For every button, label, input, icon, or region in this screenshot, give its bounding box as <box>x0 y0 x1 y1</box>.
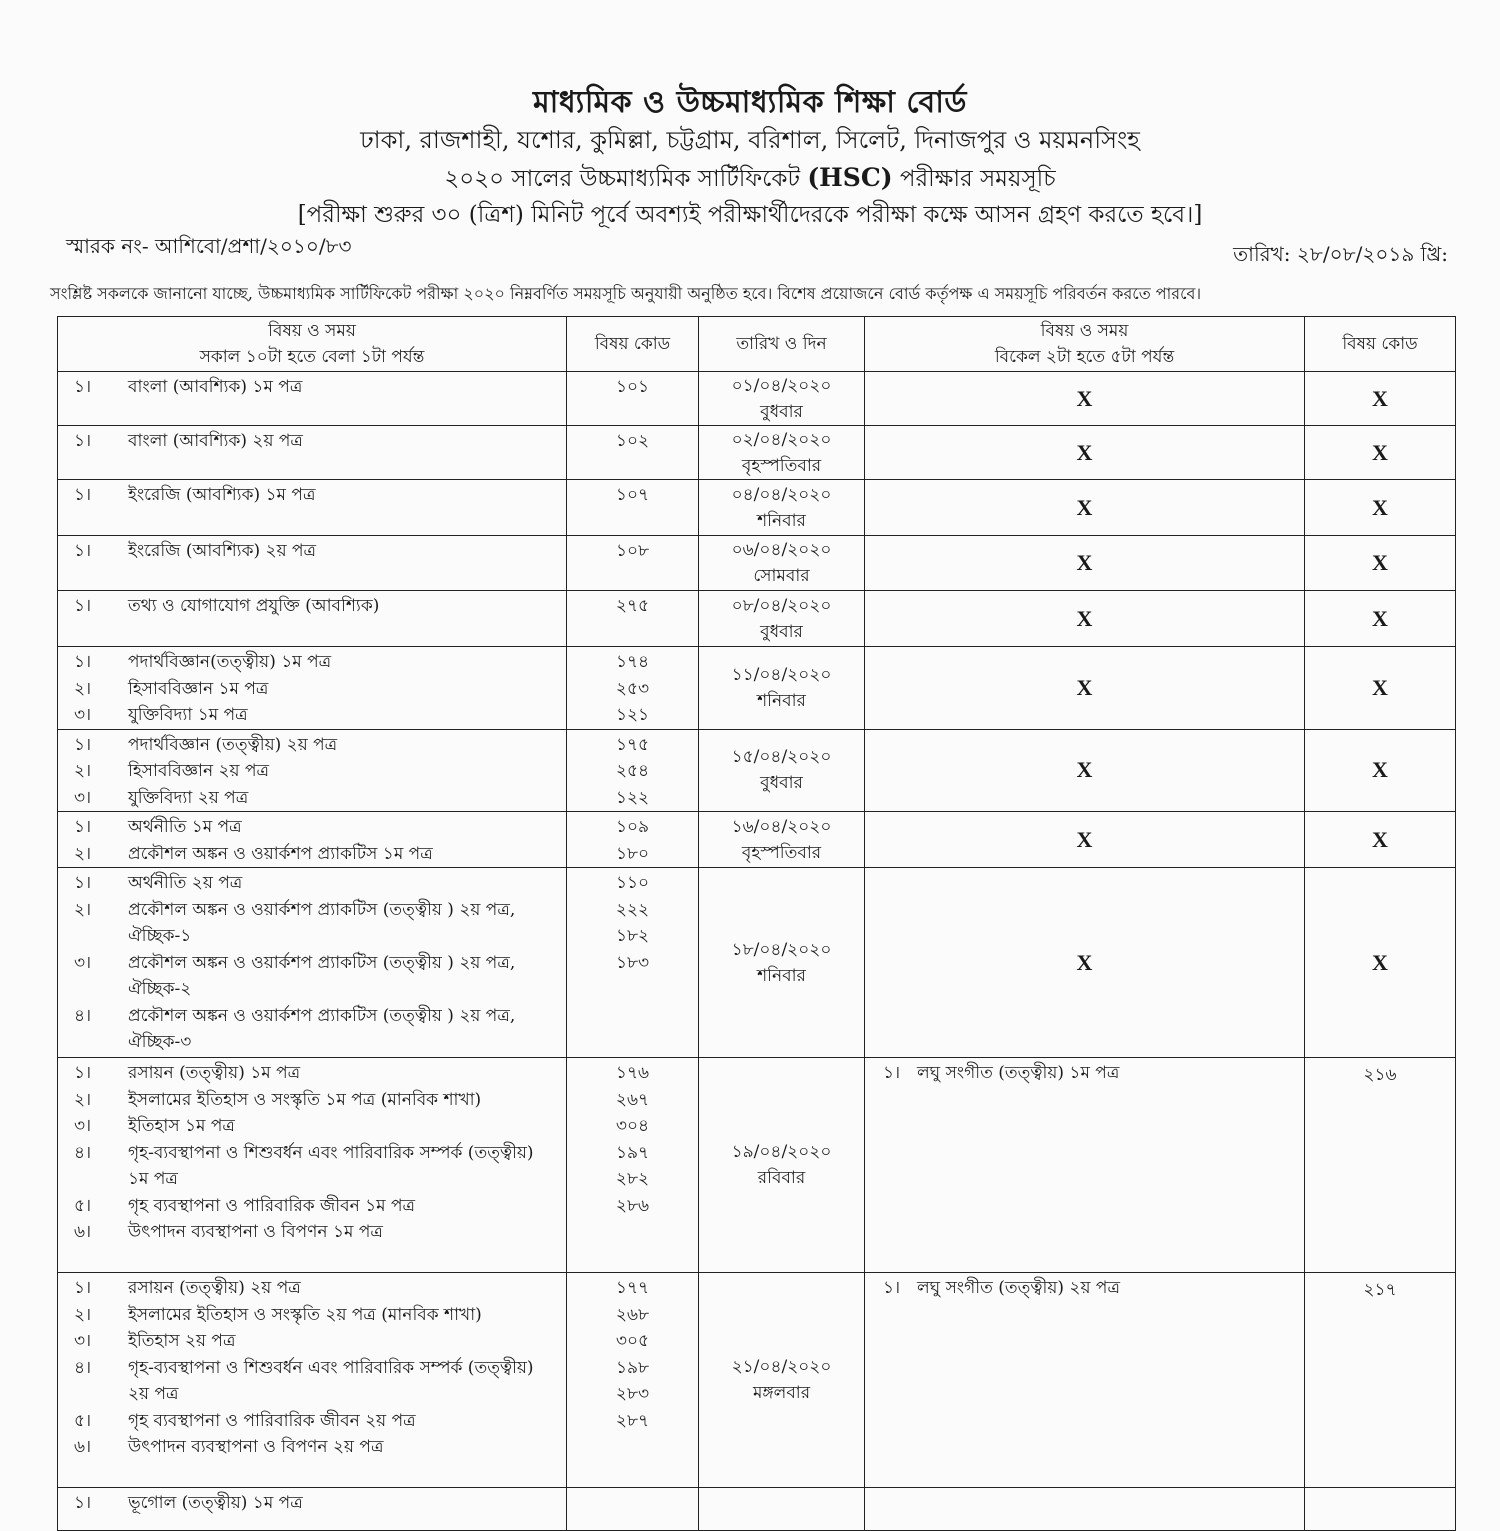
subject-line <box>58 950 566 1003</box>
subject-code: ১২২ <box>615 787 650 808</box>
subject-name: অর্থনীতি ২য় পত্র <box>128 873 243 893</box>
exam-date-value: ০১/০৪/২০২০ <box>731 375 832 396</box>
header-code: বিষয় কোড <box>567 317 699 372</box>
exam-date <box>699 1058 865 1273</box>
subject-codes <box>567 1488 699 1531</box>
subject-name: যুক্তিবিদ্যা ২য় পত্র <box>128 787 249 808</box>
subject-line <box>58 1113 566 1140</box>
subject-number: ২। <box>74 678 92 699</box>
subject-number: ২। <box>74 899 92 920</box>
no-exam-code-mark: X <box>1305 729 1456 812</box>
subject-number: ১। <box>74 1063 92 1083</box>
exam-date-value: ০৬/০৪/২০২০ <box>731 540 832 560</box>
subject-code: ২৮৬ <box>615 1195 650 1216</box>
exam-date <box>699 536 865 591</box>
subject-name: ইংরেজি (আবশ্যিক) ১ম পত্র <box>128 485 316 505</box>
subject-name: গৃহ ব্যবস্থাপনা ও পারিবারিক জীবন ১ম পত্র <box>128 1195 416 1216</box>
subject-line <box>58 482 566 509</box>
subject-code: ২৮৩ <box>615 1384 650 1404</box>
exam-day: মঙ্গলবার <box>752 1383 811 1403</box>
subject-codes <box>567 647 699 730</box>
header-afternoon-subject <box>865 317 1305 372</box>
subject-name: ইসলামের ইতিহাস ও সংস্কৃতি ১ম পত্র (মানবিক শাখা) <box>128 1089 482 1110</box>
exam-day: রবিবার <box>757 1168 806 1188</box>
subject-number: ১। <box>883 1063 901 1083</box>
subject-line <box>58 732 566 759</box>
subject-code: ১৮২ <box>615 926 650 946</box>
exam-date <box>699 647 865 730</box>
morning-subjects <box>58 812 567 868</box>
subject-name: রসায়ন (তত্ত্বীয়) ২য় পত্র <box>128 1278 301 1298</box>
exam-date <box>699 591 865 647</box>
subject-number: ১। <box>883 1278 901 1298</box>
subject-name: পদার্থবিজ্ঞান(তত্ত্বীয়) ১ম পত্র <box>128 652 332 672</box>
subject-number: ৪। <box>74 1357 92 1378</box>
subject-line <box>58 1434 566 1461</box>
table-row <box>58 1273 1456 1488</box>
table-header-row <box>58 317 1456 372</box>
subject-codes <box>567 372 699 426</box>
subject-number: ৬। <box>74 1437 92 1457</box>
header-afternoon-time: বিকেল ২টা হতে ৫টা পর্যন্ত <box>994 347 1175 367</box>
subject-number: ২। <box>74 1304 92 1325</box>
table-row <box>58 1058 1456 1273</box>
subject-name: গৃহ-ব্যবস্থাপনা ও শিশুবর্ধন এবং পারিবারিক সম্পর্ক (তত্ত্বীয়) ১ম পত্র <box>128 1142 534 1189</box>
morning-subjects <box>58 1273 567 1488</box>
subject-number: ৫। <box>74 1195 92 1216</box>
subject-code: ১৮৩ <box>615 952 650 973</box>
exam-date <box>699 1273 865 1488</box>
exam-date-value: ১৯/০৪/২০২০ <box>731 1142 832 1162</box>
morning-subjects <box>58 647 567 730</box>
no-exam-code-mark: X <box>1305 372 1456 426</box>
subject-code: ১০৯ <box>615 817 650 837</box>
subject-codes <box>567 868 699 1058</box>
no-exam-code-mark: X <box>1305 426 1456 480</box>
no-exam-mark: X <box>865 480 1305 536</box>
subject-name: প্রকৌশল অঙ্কন ও ওয়ার্কশপ প্র্যাকটিস (তত্ত্বীয় ) ২য় পত্র, ঐচ্ছিক-৩ <box>128 1005 516 1052</box>
subject-name: হিসাববিজ্ঞান ১ম পত্র <box>128 678 269 699</box>
exam-date-value: ২১/০৪/২০২০ <box>731 1357 832 1377</box>
no-exam-mark: X <box>865 536 1305 591</box>
subject-name: অর্থনীতি ১ম পত্র <box>128 817 242 837</box>
subject-number: ১। <box>74 431 92 451</box>
afternoon-subject <box>865 1058 1305 1273</box>
subject-number: ১। <box>74 541 92 561</box>
subject-number: ৩। <box>74 787 92 808</box>
subject-codes <box>567 480 699 536</box>
exam-note: [পরীক্ষা শুরুর ৩০ (ত্রিশ) মিনিট পূর্বে অবশ্যই পরীক্ষার্থীদেরকে পরীক্ষা কক্ষে আসন গ্রহণ করতে হবে।] <box>297 202 1203 228</box>
no-exam-mark: X <box>865 812 1305 868</box>
subject-codes <box>567 812 699 868</box>
subject-name: উৎপাদন ব্যবস্থাপনা ও বিপণন ২য় পত্র <box>128 1437 384 1457</box>
morning-subjects <box>58 480 567 536</box>
subject-code: ১৯৮ <box>615 1357 650 1378</box>
subject-number: ২। <box>74 843 92 864</box>
memo-number: স্মারক নং- আশিবো/প্রশা/২০১০/৮৩ <box>66 234 352 258</box>
table-row <box>58 647 1456 730</box>
afternoon-subject-line <box>865 1275 1304 1302</box>
morning-subjects <box>58 1488 567 1531</box>
subject-code: ১০৮ <box>615 541 650 561</box>
subject-line <box>58 870 566 897</box>
subject-name: যুক্তিবিদ্যা ১ম পত্র <box>128 705 248 725</box>
subject-code: ১৮০ <box>615 843 650 864</box>
subject-line <box>58 702 566 729</box>
no-exam-mark: X <box>865 729 1305 812</box>
exam-date-value: ০৪/০৪/২০২০ <box>731 484 832 505</box>
subject-line <box>58 374 566 401</box>
subject-code: ১৭৪ <box>615 652 650 672</box>
exam-day: বুধবার <box>760 401 803 422</box>
subject-number: ২। <box>74 1089 92 1110</box>
no-exam-mark: X <box>865 647 1305 730</box>
no-exam-code-mark: X <box>1305 480 1456 536</box>
subject-code: ২৫৪ <box>615 761 650 781</box>
subject-name: ইংরেজি (আবশ্যিক) ২য় পত্র <box>128 541 317 561</box>
exam-day: বৃহস্পতিবার <box>741 455 822 476</box>
table-row <box>58 426 1456 480</box>
exam-day: শনিবার <box>757 690 806 711</box>
subject-code: ১০৭ <box>615 485 650 505</box>
subject-name: তথ্য ও যোগাযোগ প্রযুক্তি (আবশ্যিক) <box>128 596 380 616</box>
exam-date <box>699 729 865 812</box>
subject-line <box>58 1328 566 1355</box>
issue-date: তারিখ: ২৮/০৮/২০১৯ খ্রি: <box>1233 242 1448 266</box>
subject-line <box>58 676 566 703</box>
exam-date-value: ১১/০৪/২০২০ <box>731 664 832 685</box>
subject-line <box>58 897 566 950</box>
no-exam-code-mark: X <box>1305 812 1456 868</box>
header-afternoon-code: বিষয় কোড <box>1305 317 1456 372</box>
subject-number: ১। <box>74 485 92 505</box>
afternoon-subject <box>865 1273 1305 1488</box>
morning-subjects <box>58 868 567 1058</box>
no-exam-code-mark: X <box>1305 647 1456 730</box>
subject-line <box>58 1219 566 1246</box>
subject-name: ভূগোল (তত্ত্বীয়) ১ম পত্র <box>128 1493 303 1513</box>
subject-name: প্রকৌশল অঙ্কন ও ওয়ার্কশপ প্র্যাকটিস ১ম পত্র <box>128 843 433 864</box>
subject-line <box>58 1490 566 1517</box>
exam-date <box>699 868 865 1058</box>
table-row <box>58 1488 1456 1531</box>
subject-name: রসায়ন (তত্ত্বীয়) ১ম পত্র <box>128 1063 301 1083</box>
subject-number: ১। <box>74 596 92 616</box>
subject-code: ১৭৭ <box>615 1278 650 1298</box>
subject-line <box>58 1355 566 1408</box>
subject-number: ৩। <box>74 1331 92 1351</box>
subject-number: ১। <box>74 734 92 755</box>
no-exam-code-mark: X <box>1305 868 1456 1058</box>
exam-day: বৃহস্পতিবার <box>741 842 822 863</box>
subject-line <box>58 1060 566 1087</box>
subject-number: ৪। <box>74 1142 92 1163</box>
subject-name: ইতিহাস ২য় পত্র <box>128 1331 236 1351</box>
subject-number: ৪। <box>74 1005 92 1026</box>
subject-codes <box>567 426 699 480</box>
subject-line <box>58 428 566 455</box>
exam-date <box>699 1488 865 1531</box>
subject-line <box>58 1408 566 1435</box>
subject-number: ১। <box>74 873 92 893</box>
subject-line <box>58 785 566 812</box>
subject-code: ৩০৪ <box>615 1116 650 1136</box>
subject-code: ২৫৩ <box>615 678 650 699</box>
no-exam-mark: X <box>865 426 1305 480</box>
subject-code: ২৮৭ <box>615 1410 650 1431</box>
subject-code: ২৬৭ <box>615 1089 650 1110</box>
board-cities: ঢাকা, রাজশাহী, যশোর, কুমিল্লা, চট্টগ্রাম, বরিশাল, সিলেট, দিনাজপুর ও ময়মনসিংহ <box>360 126 1140 154</box>
subject-code: ১৭৬ <box>615 1063 650 1083</box>
subject-code: ১০২ <box>615 431 650 451</box>
board-title: মাধ্যমিক ও উচ্চমাধ্যমিক শিক্ষা বোর্ড <box>533 85 967 120</box>
subject-line <box>58 1275 566 1302</box>
exam-date-value: ১৫/০৪/২০২০ <box>731 747 832 768</box>
subject-code: ১৯৭ <box>615 1142 650 1163</box>
morning-subjects <box>58 1058 567 1273</box>
subject-code: ১০১ <box>615 377 650 397</box>
subject-codes <box>567 1273 699 1488</box>
subject-code: ১১০ <box>615 873 650 893</box>
subject-line <box>58 1003 566 1056</box>
afternoon-code: ২১৭ <box>1305 1273 1456 1488</box>
subject-line <box>58 1087 566 1114</box>
subject-line <box>58 593 566 620</box>
header-morning-subject <box>58 317 567 372</box>
subject-code: ২৬৮ <box>615 1304 650 1325</box>
no-exam-mark: X <box>865 591 1305 647</box>
table-row <box>58 536 1456 591</box>
exam-date-value: ১৬/০৪/২০২০ <box>731 816 832 837</box>
subject-number: ১। <box>74 1493 92 1513</box>
subject-line <box>58 1140 566 1193</box>
no-exam-code-mark: X <box>1305 536 1456 591</box>
intro-text: সংশ্লিষ্ট সকলকে জানানো যাচ্ছে, উচ্চমাধ্যমিক সার্টিফিকেট পরীক্ষা ২০২০ নিম্নবর্ণিত সময়সূচি অনুযায়ী অনুষ্ঠিত হবে। বিশেষ প্রয়োজনে বোর্ড কর্তৃপক্ষ এ সময়সূচি পরিবর্তন করতে পারবে। <box>50 284 1202 303</box>
subject-line <box>58 538 566 565</box>
subject-code: ২২২ <box>615 899 650 920</box>
afternoon-subject <box>865 1488 1305 1531</box>
no-exam-code-mark: X <box>1305 591 1456 647</box>
header-date-day: তারিখ ও দিন <box>699 317 865 372</box>
header-morning-subject-label: বিষয় ও সময় <box>268 321 356 341</box>
exam-date-value: ০২/০৪/২০২০ <box>731 429 832 450</box>
subject-number: ৩। <box>74 1116 92 1136</box>
subject-name: গৃহ-ব্যবস্থাপনা ও শিশুবর্ধন এবং পারিবারিক সম্পর্ক (তত্ত্বীয়) ২য় পত্র <box>128 1357 534 1404</box>
subject-line <box>58 1302 566 1329</box>
subject-number: ৬। <box>74 1222 92 1242</box>
subject-number: ৩। <box>74 952 92 973</box>
morning-subjects <box>58 426 567 480</box>
table-row <box>58 591 1456 647</box>
afternoon-code <box>1305 1488 1456 1531</box>
exam-date <box>699 372 865 426</box>
subject-name: ইসলামের ইতিহাস ও সংস্কৃতি ২য় পত্র (মানবিক শাখা) <box>128 1304 482 1325</box>
exam-day: সোমবার <box>753 566 810 586</box>
subject-codes <box>567 729 699 812</box>
subject-codes <box>567 1058 699 1273</box>
exam-day: শনিবার <box>757 510 806 531</box>
title-prefix: ২০২০ সালের উচ্চমাধ্যমিক সার্টিফিকেট <box>444 166 800 192</box>
table-row <box>58 868 1456 1058</box>
subject-name: লঘু সংগীত (তত্ত্বীয়) ২য় পত্র <box>917 1278 1120 1298</box>
exam-schedule-table <box>57 316 1456 1531</box>
title-suffix: পরীক্ষার সময়সূচি <box>899 166 1056 192</box>
subject-name: উৎপাদন ব্যবস্থাপনা ও বিপণন ১ম পত্র <box>128 1222 383 1242</box>
exam-date <box>699 480 865 536</box>
header-afternoon-subject-label: বিষয় ও সময় <box>1040 321 1129 341</box>
morning-subjects <box>58 372 567 426</box>
subject-name: পদার্থবিজ্ঞান (তত্ত্বীয়) ২য় পত্র <box>128 734 338 755</box>
subject-line <box>58 841 566 868</box>
subject-line <box>58 814 566 841</box>
subject-number: ১। <box>74 377 92 397</box>
subject-number: ১। <box>74 817 92 837</box>
subject-name: প্রকৌশল অঙ্কন ও ওয়ার্কশপ প্র্যাকটিস (তত্ত্বীয় ) ২য় পত্র, ঐচ্ছিক-২ <box>128 952 516 999</box>
subject-name: হিসাববিজ্ঞান ২য় পত্র <box>128 761 269 781</box>
subject-name: লঘু সংগীত (তত্ত্বীয়) ১ম পত্র <box>917 1063 1120 1083</box>
afternoon-code: ২১৬ <box>1305 1058 1456 1273</box>
exam-day: বুধবার <box>760 621 803 642</box>
subject-line <box>58 758 566 785</box>
table-row <box>58 812 1456 868</box>
subject-code: ১৭৫ <box>615 734 650 755</box>
subject-number: ১। <box>74 652 92 672</box>
subject-number: ১। <box>74 1278 92 1298</box>
subject-line <box>58 649 566 676</box>
table-row <box>58 480 1456 536</box>
subject-name: প্রকৌশল অঙ্কন ও ওয়ার্কশপ প্র্যাকটিস (তত্ত্বীয় ) ২য় পত্র, ঐচ্ছিক-১ <box>128 899 516 946</box>
subject-number: ৫। <box>74 1410 92 1431</box>
subject-name: বাংলা (আবশ্যিক) ১ম পত্র <box>128 377 303 397</box>
subject-name: বাংলা (আবশ্যিক) ২য় পত্র <box>128 431 303 451</box>
subject-codes <box>567 536 699 591</box>
morning-subjects <box>58 536 567 591</box>
exam-day: বুধবার <box>760 773 803 794</box>
exam-schedule-title <box>0 160 1500 199</box>
subject-name: গৃহ ব্যবস্থাপনা ও পারিবারিক জীবন ২য় পত্র <box>128 1410 416 1431</box>
afternoon-subject-line <box>865 1060 1304 1087</box>
exam-date-value: ০৮/০৪/২০২০ <box>731 595 832 616</box>
morning-subjects <box>58 591 567 647</box>
subject-code: ২৮২ <box>615 1169 650 1189</box>
subject-name: ইতিহাস ১ম পত্র <box>128 1116 235 1136</box>
exam-day: শনিবার <box>757 965 806 986</box>
exam-date <box>699 426 865 480</box>
subject-code: ১২১ <box>615 705 650 725</box>
table-row <box>58 729 1456 812</box>
header-morning-time: সকাল ১০টা হতে বেলা ১টা পর্যন্ত <box>199 347 425 367</box>
exam-date <box>699 812 865 868</box>
no-exam-mark: X <box>865 372 1305 426</box>
subject-codes <box>567 591 699 647</box>
subject-line <box>58 1193 566 1220</box>
title-hsc: (HSC) <box>807 163 893 192</box>
no-exam-mark: X <box>865 868 1305 1058</box>
exam-date-value: ১৮/০৪/২০২০ <box>731 939 832 960</box>
table-row <box>58 372 1456 426</box>
subject-code: ২৭৫ <box>615 596 650 616</box>
morning-subjects <box>58 729 567 812</box>
subject-number: ৩। <box>74 705 92 725</box>
subject-number: ২। <box>74 761 92 781</box>
subject-code: ৩০৫ <box>615 1331 650 1351</box>
